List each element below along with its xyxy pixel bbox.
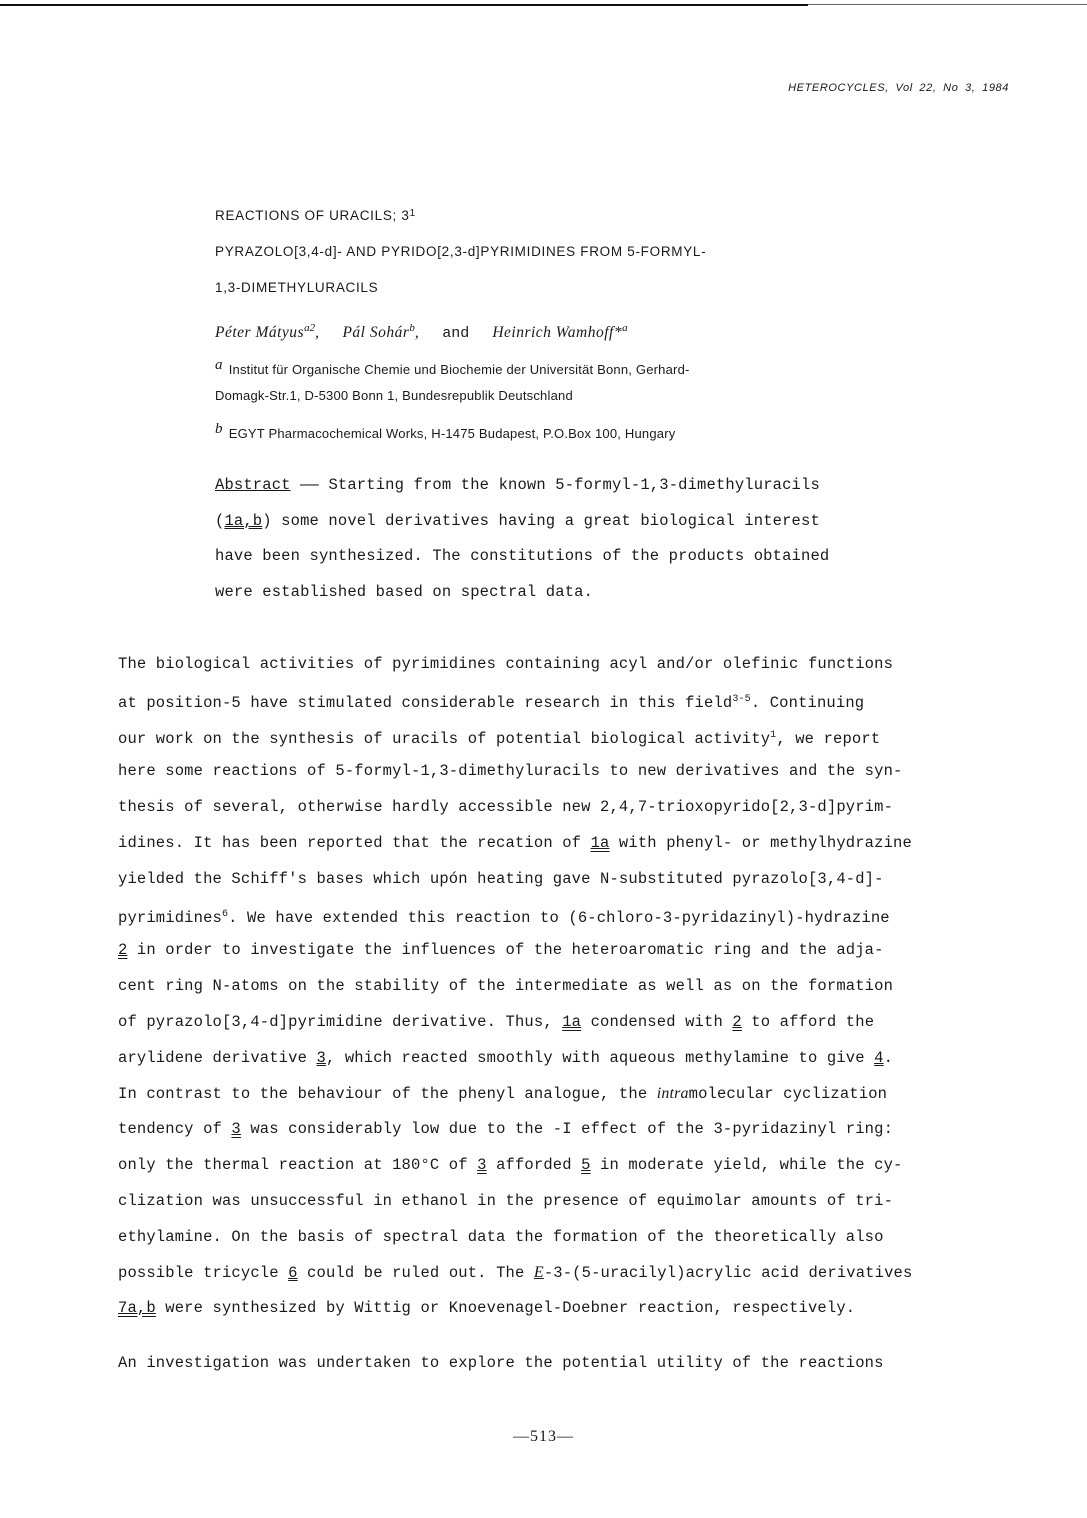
- body-line: cent ring N-atoms on the stability of the intermediate as well as on the formation: [118, 977, 894, 996]
- body-line: [118, 1081, 1028, 1117]
- author-affiliation-mark: a: [622, 322, 628, 334]
- body-text: . Continuing: [750, 693, 865, 712]
- body-line: [118, 1260, 1028, 1296]
- body-line: [118, 1009, 1028, 1045]
- body-text: with phenyl- or methylhydrazine: [609, 833, 912, 852]
- body-line: [118, 1116, 1028, 1152]
- affiliation-a-line-1: [215, 357, 690, 377]
- body-text: of pyrazolo[3,4-d]pyrimidine derivative. Thus,: [118, 1012, 563, 1031]
- affiliation-a-line-2: Domagk-Str.1, D-5300 Bonn 1, Bundesrepublik Deutschland: [215, 388, 573, 403]
- compound-ref: 4: [874, 1048, 884, 1067]
- author-name: Péter Mátyus: [215, 324, 305, 341]
- body-paragraph: [118, 651, 1028, 1331]
- body-text: afforded: [486, 1156, 582, 1175]
- abstract-text: Starting from the known 5-formyl-1,3-dimethyluracils: [328, 476, 820, 494]
- abstract: [215, 472, 915, 614]
- citation-mark: 3-5: [732, 693, 751, 705]
- author-separator: ,: [315, 324, 320, 341]
- body-text: only the thermal reaction at 180°C of: [118, 1156, 478, 1175]
- body-text: in order to investigate the influences of the heteroaromatic ring and the adja-: [127, 941, 884, 960]
- scan-edge-line-faint: [808, 4, 1087, 5]
- compound-ref: 3: [477, 1156, 487, 1175]
- compound-ref: 3: [231, 1120, 241, 1139]
- body-text: . We have extended this reaction to (6-chloro-3-pyridazinyl)-hydrazine: [228, 908, 890, 927]
- journal-header: HETEROCYCLES, Vol 22, No 3, 1984: [788, 82, 1009, 94]
- compound-ref: 3: [316, 1048, 326, 1067]
- body-text: In contrast to the behaviour of the phenyl analogue, the: [118, 1084, 657, 1103]
- abstract-line: [215, 472, 915, 508]
- scan-edge-line: [0, 4, 808, 6]
- author-affiliation-mark: b: [409, 322, 415, 334]
- title-line-2: PYRAZOLO[3,4-d]- AND PYRIDO[2,3-d]PYRIMIDINES FROM 5-FORMYL-: [215, 244, 707, 259]
- compound-ref: 7a,b: [118, 1299, 156, 1318]
- title-footnote-mark: 1: [409, 208, 416, 219]
- author-conjunction: and: [442, 325, 470, 342]
- citation-mark: 1: [770, 729, 777, 741]
- body-line: [118, 1045, 1028, 1081]
- affiliation-b: [215, 421, 675, 441]
- body-text: to afford the: [741, 1012, 875, 1031]
- italic-text: intra: [656, 1084, 689, 1102]
- abstract-label: Abstract: [215, 476, 291, 494]
- body-text: our work on the synthesis of uracils of potential biological activity: [118, 729, 771, 748]
- body-text: , which reacted smoothly with aqueous methylamine to give: [325, 1048, 875, 1067]
- compound-ref: 1a: [590, 833, 610, 852]
- abstract-line: have been synthesized. The constitutions of the products obtained: [215, 547, 830, 565]
- page-number: —513—: [513, 1428, 574, 1445]
- abstract-text: (: [215, 511, 225, 530]
- body-line: [118, 937, 1028, 973]
- affiliation-text: EGYT Pharmacochemical Works, H-1475 Budapest, P.O.Box 100, Hungary: [228, 426, 676, 441]
- compound-ref: 2: [118, 941, 128, 960]
- author-name: Pál Sohár: [342, 324, 410, 341]
- body-line: The biological activities of pyrimidines containing acyl and/or olefinic functions: [118, 655, 894, 673]
- body-text: .: [883, 1048, 894, 1067]
- author-affiliation-mark: a2: [304, 322, 316, 334]
- body-text: were synthesized by Wittig or Knoevenagel-Doebner reaction, respectively.: [155, 1299, 856, 1318]
- title-text-1: REACTIONS OF URACILS; 3: [215, 208, 410, 223]
- body-line: An investigation was undertaken to explore the potential utility of the reactions: [118, 1354, 884, 1372]
- body-text: in moderate yield, while the cy-: [590, 1156, 903, 1175]
- compound-ref: 1a: [562, 1012, 582, 1031]
- body-text: idines. It has been reported that the recation of: [118, 833, 591, 852]
- body-line: [118, 1152, 1028, 1188]
- compound-ref: 6: [288, 1263, 298, 1282]
- body-text: arylidene derivative: [118, 1048, 317, 1067]
- body-line: ethylamine. On the basis of spectral data the formation of the theoretically also: [118, 1227, 884, 1246]
- body-text: at position-5 have stimulated considerable research in this field: [118, 693, 733, 712]
- title-line-3: 1,3-DIMETHYLURACILS: [215, 280, 379, 295]
- author-separator: ,: [414, 324, 420, 341]
- title-line-1: [215, 208, 416, 223]
- body-text: possible tricycle: [118, 1263, 289, 1282]
- body-line: yielded the Schiff's bases which upón heating gave N-substituted pyrazolo[3,4-d]-: [118, 869, 884, 888]
- body-text: tendency of: [118, 1120, 232, 1139]
- body-line: thesis of several, otherwise hardly accessible new 2,4,7-trioxopyrido[2,3-d]pyrim-: [118, 798, 894, 817]
- affiliation-marker: a: [215, 357, 223, 373]
- body-text: was considerably low due to the -I effect of the 3-pyridazinyl ring:: [240, 1120, 894, 1139]
- body-text: pyrimidines: [118, 908, 222, 927]
- body-line: clization was unsuccessful in ethanol in the presence of equimolar amounts of tri-: [118, 1191, 894, 1210]
- affiliation-text: Institut für Organische Chemie und Biochemie der Universität Bonn, Gerhard-: [228, 362, 690, 377]
- body-line: [118, 1295, 1028, 1331]
- body-line: [118, 902, 1028, 938]
- body-line: [118, 830, 1028, 866]
- body-line: here some reactions of 5-formyl-1,3-dimethyluracils to new derivatives and the syn-: [118, 762, 903, 781]
- next-paragraph: [118, 1350, 884, 1376]
- author-name: Heinrich Wamhoff*: [492, 324, 623, 341]
- body-text: -3-(5-uracilyl)acrylic acid derivatives: [543, 1263, 913, 1282]
- citation-mark: 6: [221, 908, 229, 920]
- body-line: [118, 723, 1028, 759]
- abstract-text: ) some novel derivatives having a great biological interest: [262, 511, 820, 530]
- compound-ref: 1a,b: [224, 511, 263, 530]
- stereo-descriptor: E: [533, 1263, 544, 1281]
- body-text: , we report: [776, 729, 881, 748]
- abstract-line: [215, 508, 915, 544]
- abstract-dash: ——: [300, 476, 319, 494]
- body-text: could be ruled out. The: [297, 1263, 534, 1282]
- body-text: condensed with: [581, 1012, 733, 1031]
- compound-ref: 2: [732, 1012, 742, 1031]
- author-list: [215, 322, 628, 342]
- body-line: [118, 687, 1028, 723]
- affiliation-marker: b: [215, 421, 223, 437]
- abstract-line: were established based on spectral data.: [215, 582, 594, 601]
- body-text: molecular cyclization: [688, 1084, 888, 1103]
- compound-ref: 5: [581, 1156, 591, 1175]
